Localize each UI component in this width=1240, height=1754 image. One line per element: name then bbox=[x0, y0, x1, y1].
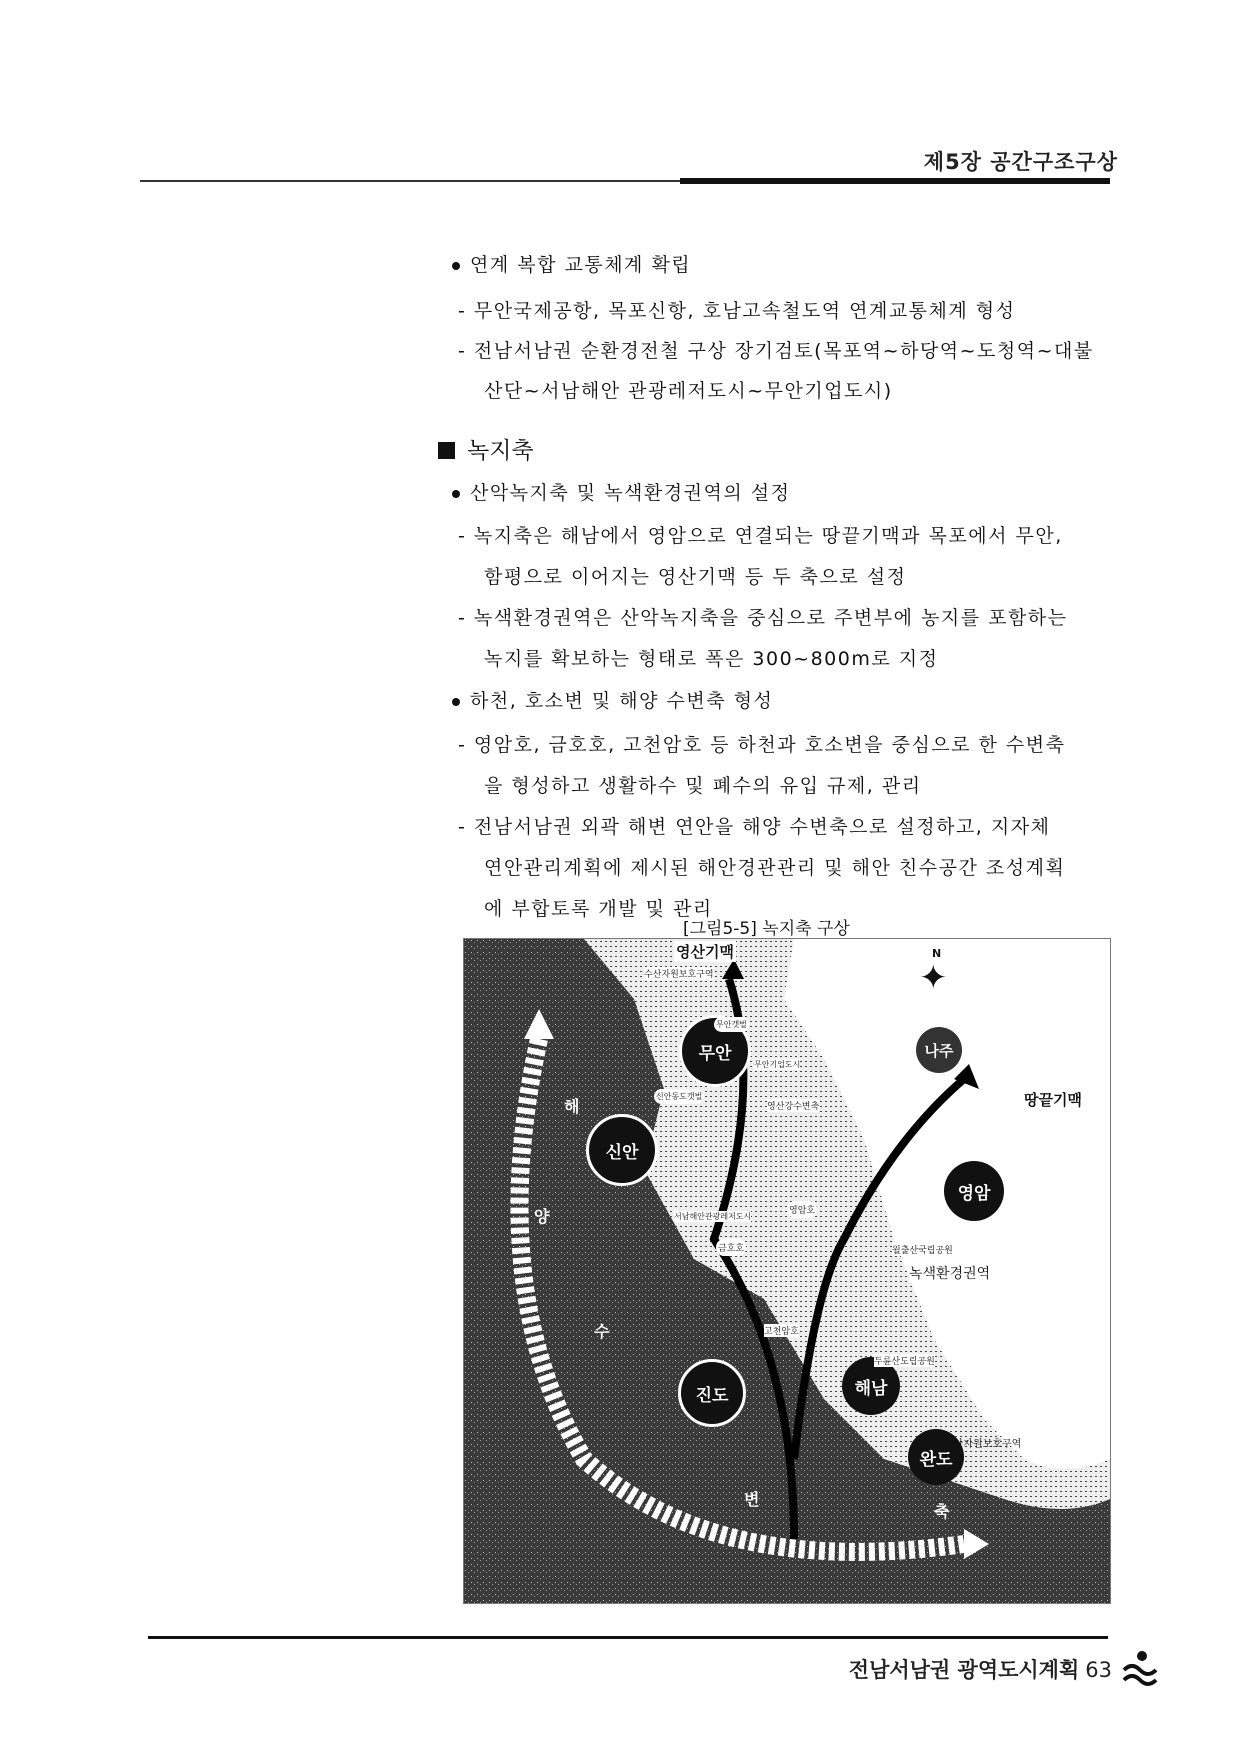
footer-rule bbox=[148, 1636, 1108, 1639]
map-label: 땅끝기맥 bbox=[1024, 1091, 1082, 1109]
map-label: 영산강수변축 bbox=[767, 1099, 819, 1112]
chapter-title: 제5장 공간구조구상 bbox=[923, 150, 1118, 174]
map-label: 녹색환경권역 bbox=[909, 1263, 990, 1283]
coast-axis-char: 해 bbox=[564, 1097, 580, 1116]
section-heading-text: 녹지축 bbox=[467, 438, 534, 464]
footer-title: 전남서남권 광역도시계획 bbox=[848, 1658, 1080, 1682]
map-label: 영산기맥 bbox=[676, 943, 734, 961]
list-item: - 전남서남권 순환경전철 구상 장기검토(목포역~하당역~도청역~대불 bbox=[458, 340, 1094, 362]
wave-logo-icon bbox=[1120, 1648, 1160, 1688]
list-item: 함평으로 이어지는 영산기맥 등 두 축으로 설정 bbox=[484, 566, 907, 588]
list-item: 에 부합토록 개발 및 관리 bbox=[484, 898, 713, 920]
city-marker: 나주 bbox=[916, 1027, 962, 1073]
bullet-transport: 연계 복합 교통체계 확립 bbox=[452, 250, 691, 277]
green-axis-map bbox=[463, 938, 1111, 1604]
bullet-waterfront: 하천, 호소변 및 해양 수변축 형성 bbox=[452, 686, 773, 713]
city-marker: 신안 bbox=[586, 1114, 658, 1186]
footer bbox=[849, 1654, 1112, 1684]
coast-axis-char: 변 bbox=[744, 1490, 760, 1509]
section-heading bbox=[438, 432, 534, 465]
list-item: 산단~서남해안 관광레저도시~무안기업도시) bbox=[484, 380, 893, 402]
list-item: 을 형성하고 생활하수 및 폐수의 유입 규제, 관리 bbox=[484, 775, 922, 797]
map-label: 수산자원보호구역 bbox=[644, 967, 714, 980]
coast-axis-char: 축 bbox=[934, 1502, 950, 1521]
city-marker: 해남 bbox=[842, 1357, 900, 1415]
north-label: N bbox=[932, 947, 942, 960]
list-item: - 녹색환경권역은 산악녹지축을 중심으로 주변부에 농지를 포함하는 bbox=[458, 607, 1068, 629]
list-item: - 무안국제공항, 목포신항, 호남고속철도역 연계교통체계 형성 bbox=[458, 300, 1016, 322]
page-number: 63 bbox=[1085, 1658, 1112, 1682]
city-marker: 영암 bbox=[944, 1161, 1004, 1221]
map-label: 무안기업도시 bbox=[754, 1060, 801, 1069]
compass-icon: ✦ bbox=[919, 958, 948, 998]
list-item: - 녹지축은 해남에서 영암으로 연결되는 땅끝기맥과 목포에서 무안, bbox=[458, 525, 1063, 547]
map-label: 고천암호 bbox=[764, 1324, 799, 1337]
coast-axis-char: 수 bbox=[594, 1322, 610, 1341]
map-label: 수산자원보호구역 bbox=[944, 1439, 1022, 1450]
figure-caption: [그림5-5] 녹지축 구상 bbox=[683, 919, 850, 939]
square-bullet-icon bbox=[438, 442, 455, 459]
map-label: 금호호 bbox=[716, 1239, 746, 1256]
city-marker: 진도 bbox=[678, 1359, 746, 1427]
map-label: 무안갯벌 bbox=[714, 1017, 749, 1032]
city-marker: 무안 bbox=[679, 1015, 751, 1087]
header-rule-thick bbox=[680, 178, 1110, 184]
map-label: 두륜산도립공원 bbox=[874, 1354, 935, 1367]
map-label: 영암호 bbox=[787, 1201, 817, 1218]
map-label: 신안동도갯벌 bbox=[654, 1089, 704, 1104]
bullet-green-axis: 산악녹지축 및 녹색환경권역의 설정 bbox=[452, 478, 790, 505]
map-label: 월출산국립공원 bbox=[892, 1243, 953, 1256]
city-marker: 완도 bbox=[908, 1429, 964, 1485]
list-item: - 영암호, 금호호, 고천암호 등 하천과 호소변을 중심으로 한 수변축 bbox=[458, 734, 1066, 756]
list-item: - 전남서남권 외곽 해변 연안을 해양 수변축으로 설정하고, 지자체 bbox=[458, 816, 1051, 838]
list-item: 연안관리계획에 제시된 해안경관관리 및 해안 친수공간 조성계획 bbox=[484, 857, 1066, 879]
list-item: 녹지를 확보하는 형태로 폭은 300~800m로 지정 bbox=[484, 648, 939, 670]
coast-axis-char: 양 bbox=[534, 1207, 550, 1226]
map-label: 서남해안관광레저도시 bbox=[674, 1212, 752, 1221]
